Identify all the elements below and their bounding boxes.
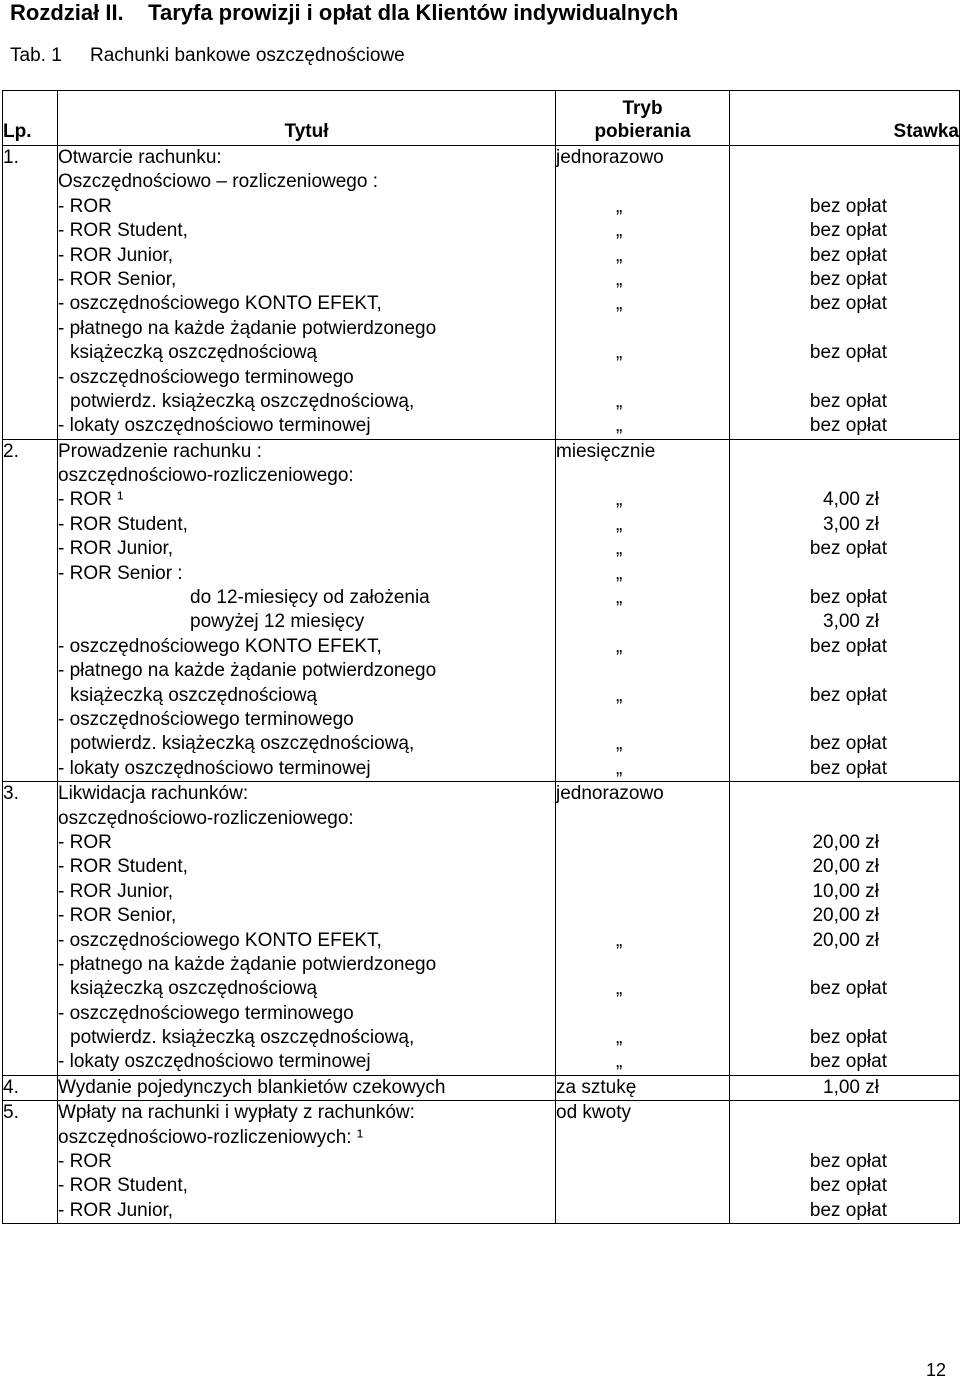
rate-line: bez opłat: [809, 757, 887, 779]
mode-line: [556, 1150, 729, 1174]
column-header-mode-line2: pobierania: [594, 121, 691, 142]
section-title: Taryfa prowizji i opłat dla Klientów indywidualnych: [148, 0, 679, 25]
mode-line: „: [616, 489, 623, 511]
rate-line: [730, 562, 959, 586]
rate-line: [730, 1101, 959, 1125]
mode-cell: [556, 1075, 730, 1100]
rate-line: 1,00 zł: [823, 1076, 879, 1098]
column-header-lp: Lp.: [3, 91, 58, 146]
fee-table: [2, 90, 960, 1224]
title-line: Wpłaty na rachunki i wypłaty z rachunków:: [58, 1102, 415, 1124]
title-line: - ROR Senior :: [58, 562, 183, 584]
rate-line: [730, 1126, 959, 1150]
row-number: [3, 1075, 58, 1100]
title-line: - ROR Student,: [58, 856, 188, 878]
table-row: [3, 1101, 960, 1224]
title-line: - płatnego na każde żądanie potwierdzonego: [58, 953, 437, 975]
rate-line: bez opłat: [809, 244, 887, 266]
rate-line: 3,00 zł: [823, 611, 879, 633]
mode-line: od kwoty: [556, 1102, 631, 1124]
mode-line: [556, 807, 729, 831]
row-number-text: 3.: [3, 783, 19, 805]
rate-line: [730, 807, 959, 831]
rate-line: bez opłat: [809, 195, 887, 217]
title-line: potwierdz. książeczką oszczędnościową,: [70, 733, 415, 755]
title-line: Likwidacja rachunków:: [58, 783, 249, 805]
title-line: książeczką oszczędnościową: [70, 684, 318, 706]
title-cell: [58, 1101, 556, 1224]
page-number: 12: [925, 1360, 946, 1380]
rate-line: [730, 464, 959, 488]
mode-line: „: [616, 244, 623, 266]
table-row: [3, 439, 960, 781]
rate-line: [730, 708, 959, 732]
mode-line: „: [616, 195, 623, 217]
title-line: Otwarcie rachunku:: [58, 147, 222, 168]
rate-line: bez opłat: [809, 538, 887, 560]
rate-line: [730, 317, 959, 341]
title-line: książeczką oszczędnościową: [70, 342, 318, 364]
title-line: - ROR Junior,: [58, 1199, 174, 1221]
rate-line: bez opłat: [809, 1175, 887, 1197]
rate-line: 4,00 zł: [823, 489, 879, 511]
title-line: - oszczędnościowego KONTO EFEKT,: [58, 929, 382, 951]
table-caption: [10, 44, 405, 68]
rate-line: bez opłat: [809, 220, 887, 242]
mode-line: „: [616, 733, 623, 755]
title-line: - ROR Student,: [58, 513, 188, 535]
mode-line: [556, 1199, 729, 1223]
rate-cell: [730, 439, 960, 781]
row-number-text: 2.: [3, 440, 19, 462]
rate-cell: [730, 1101, 960, 1224]
mode-line: „: [616, 1027, 623, 1049]
row-number: [3, 1101, 58, 1224]
mode-line: „: [616, 293, 623, 315]
mode-line: „: [616, 513, 623, 535]
page-heading: [10, 0, 678, 26]
title-line: - ROR Junior,: [58, 538, 174, 560]
mode-line: „: [616, 1051, 623, 1073]
title-line: do 12-miesięcy od założenia: [190, 587, 430, 609]
mode-line: „: [616, 562, 623, 584]
title-line: oszczędnościowo-rozliczeniowych: ¹: [58, 1126, 364, 1148]
rate-line: 20,00 zł: [812, 856, 879, 878]
mode-line: „: [616, 757, 623, 779]
title-line: - oszczędnościowego KONTO EFEKT,: [58, 635, 382, 657]
title-line: - lokaty oszczędnościowo terminowej: [58, 757, 371, 779]
mode-line: [556, 1002, 729, 1026]
mode-line: „: [616, 538, 623, 560]
row-number-text: 1.: [3, 147, 19, 168]
mode-line: [556, 170, 729, 194]
mode-line: „: [616, 268, 623, 290]
title-line: - oszczędnościowego terminowego: [58, 1002, 354, 1024]
mode-line: miesięcznie: [556, 440, 656, 462]
title-line: oszczędnościowo-rozliczeniowego:: [58, 465, 354, 487]
mode-line: [556, 1174, 729, 1198]
rate-line: bez opłat: [809, 1027, 887, 1049]
table-header-row: [3, 91, 960, 146]
rate-line: bez opłat: [809, 684, 887, 706]
row-number: [3, 439, 58, 781]
rate-line: bez opłat: [809, 587, 887, 609]
rate-line: [730, 146, 959, 170]
row-number: [3, 146, 58, 440]
rate-line: bez opłat: [809, 635, 887, 657]
rate-line: bez opłat: [809, 1199, 887, 1221]
title-line: - ROR Student,: [58, 220, 188, 242]
row-number: [3, 782, 58, 1076]
rate-line: 20,00 zł: [812, 929, 879, 951]
title-line: - lokaty oszczędnościowo terminowej: [58, 415, 371, 437]
rate-line: bez opłat: [809, 733, 887, 755]
mode-line: [556, 708, 729, 732]
mode-line: „: [616, 220, 623, 242]
table-row: [3, 1075, 960, 1100]
mode-line: „: [616, 415, 623, 437]
mode-line: [556, 366, 729, 390]
title-line: powyżej 12 miesięcy: [190, 611, 365, 633]
rate-line: 20,00 zł: [812, 905, 879, 927]
rate-line: [730, 1002, 959, 1026]
title-line: - ROR: [58, 195, 112, 217]
mode-line: [556, 880, 729, 904]
column-header-rate: Stawka: [730, 91, 960, 146]
title-line: Oszczędnościowo – rozliczeniowego :: [58, 171, 378, 193]
mode-cell: [556, 439, 730, 781]
mode-line: [556, 659, 729, 683]
mode-line: [556, 953, 729, 977]
rate-line: [730, 366, 959, 390]
mode-line: [556, 464, 729, 488]
rate-line: bez opłat: [809, 415, 887, 437]
title-line: - ROR Junior,: [58, 880, 174, 902]
rate-cell: [730, 782, 960, 1076]
mode-line: „: [616, 342, 623, 364]
title-line: - ROR Senior,: [58, 268, 177, 290]
mode-line: [556, 831, 729, 855]
rate-line: [730, 953, 959, 977]
title-line: - lokaty oszczędnościowo terminowej: [58, 1051, 371, 1073]
title-line: oszczędnościowo-rozliczeniowego:: [58, 807, 354, 829]
mode-line: jednorazowo: [556, 147, 664, 168]
rate-line: 10,00 zł: [812, 880, 879, 902]
title-cell: [58, 439, 556, 781]
rate-line: bez opłat: [809, 1051, 887, 1073]
rate-line: 3,00 zł: [823, 513, 879, 535]
mode-line: „: [616, 390, 623, 412]
table-title: Rachunki bankowe oszczędnościowe: [90, 45, 405, 66]
table-label: Tab. 1: [10, 45, 62, 66]
title-line: - ROR: [58, 1151, 112, 1173]
column-header-mode: [556, 91, 730, 146]
mode-line: [556, 317, 729, 341]
title-cell: [58, 146, 556, 440]
title-line: - oszczędnościowego terminowego: [58, 708, 354, 730]
mode-line: za sztukę: [556, 1076, 637, 1098]
rate-line: bez opłat: [809, 390, 887, 412]
title-line: Wydanie pojedynczych blankietów czekowych: [58, 1076, 446, 1098]
title-line: - oszczędnościowego KONTO EFEKT,: [58, 293, 382, 315]
rate-line: [730, 782, 959, 806]
column-header-mode-line1: Tryb: [622, 98, 663, 119]
rate-cell: [730, 1075, 960, 1100]
mode-line: [556, 1126, 729, 1150]
title-line: - ROR: [58, 831, 112, 853]
mode-line: „: [616, 978, 623, 1000]
table-row: [3, 782, 960, 1076]
mode-line: [556, 855, 729, 879]
title-line: - płatnego na każde żądanie potwierdzonego: [58, 660, 437, 682]
title-cell: [58, 1075, 556, 1100]
rate-line: bez opłat: [809, 293, 887, 315]
rate-cell: [730, 146, 960, 440]
mode-line: [556, 904, 729, 928]
rate-line: bez opłat: [809, 268, 887, 290]
title-line: - ROR Senior,: [58, 905, 177, 927]
column-header-title: Tytuł: [58, 91, 556, 146]
rate-line: bez opłat: [809, 342, 887, 364]
mode-cell: [556, 782, 730, 1076]
mode-line: „: [616, 929, 623, 951]
title-line: książeczką oszczędnościową: [70, 978, 318, 1000]
title-line: - oszczędnościowego terminowego: [58, 366, 354, 388]
mode-line: „: [616, 684, 623, 706]
row-number-text: 5.: [3, 1102, 19, 1124]
table-row: [3, 146, 960, 440]
rate-line: bez opłat: [809, 978, 887, 1000]
title-line: - ROR Student,: [58, 1175, 188, 1197]
mode-line: „: [616, 635, 623, 657]
rate-line: 20,00 zł: [812, 831, 879, 853]
title-line: Prowadzenie rachunku :: [58, 440, 262, 462]
rate-line: [730, 170, 959, 194]
rate-line: [730, 440, 959, 464]
title-line: potwierdz. książeczką oszczędnościową,: [70, 1027, 415, 1049]
rate-line: bez opłat: [809, 1151, 887, 1173]
section-label: Rozdział II.: [10, 0, 124, 25]
title-line: potwierdz. książeczką oszczędnościową,: [70, 390, 415, 412]
mode-cell: [556, 1101, 730, 1224]
title-cell: [58, 782, 556, 1076]
title-line: - ROR Junior,: [58, 244, 174, 266]
row-number-text: 4.: [3, 1076, 19, 1098]
title-line: - ROR ¹: [58, 489, 124, 511]
mode-cell: [556, 146, 730, 440]
mode-line: [556, 610, 729, 634]
mode-line: „: [616, 587, 623, 609]
rate-line: [730, 659, 959, 683]
title-line: - płatnego na każde żądanie potwierdzonego: [58, 317, 437, 339]
mode-line: jednorazowo: [556, 783, 664, 805]
